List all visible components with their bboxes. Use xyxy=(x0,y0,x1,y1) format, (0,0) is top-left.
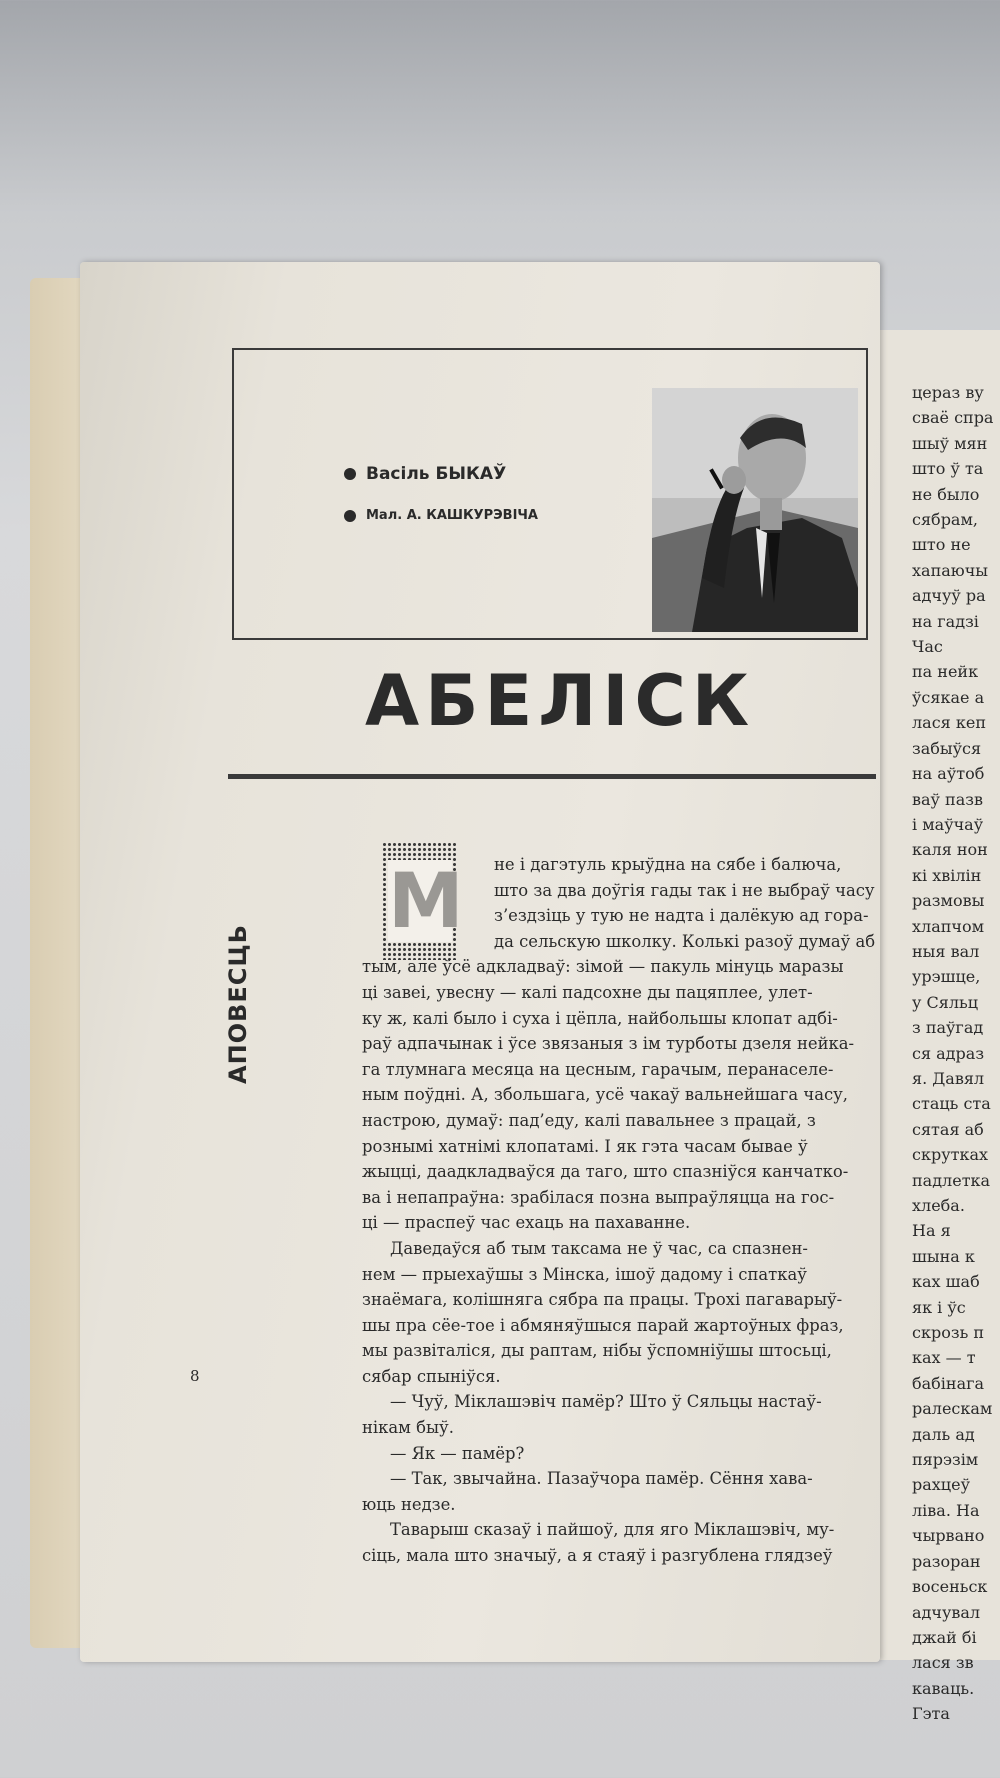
text-line: — Чуў, Міклашэвіч памёр? Што ў Сяльцы настаў- xyxy=(390,1392,822,1412)
illustrator-name: Мал. А. КАШКУРЭВІЧА xyxy=(366,508,538,523)
author-name: Васіль БЫКАЎ xyxy=(366,464,507,484)
next-page-line: па нейк xyxy=(912,662,979,682)
illustrator-line xyxy=(344,508,538,523)
next-page-line: На я xyxy=(912,1221,951,1241)
title-divider xyxy=(228,774,876,779)
next-page-line: цераз ву xyxy=(912,383,984,402)
next-page-line: у Сяльц xyxy=(912,992,978,1012)
next-page-line: што не xyxy=(912,535,971,555)
text-line: ці завеі, увесну — калі падсохне ды пацяплее, улет- xyxy=(362,982,813,1002)
next-page-line: Гэта xyxy=(912,1704,950,1724)
next-page-line: ках — т xyxy=(912,1348,976,1368)
next-page-line: шына к xyxy=(912,1246,975,1266)
next-page-line: на гадзі xyxy=(912,611,979,631)
next-page-line: стаць ста xyxy=(912,1094,991,1114)
next-page-line: чырвано xyxy=(912,1526,985,1546)
next-page-line: Час xyxy=(912,637,943,657)
text-line: з’ездзіць у тую не надта і далёкую ад гора- xyxy=(494,906,869,926)
text-line: Даведаўся аб тым таксама не ў час, са спазнен- xyxy=(390,1238,808,1258)
portrait-illustration xyxy=(652,388,858,632)
next-page-line: што ў та xyxy=(912,459,984,479)
next-page-line: ралескам xyxy=(912,1399,993,1419)
text-line: раў адпачынак і ўсе звязаныя з ім турботы дзеля нейка- xyxy=(362,1034,855,1054)
text-line: ва і непапраўна: зрабілася позна выпраўляцца на гос- xyxy=(362,1187,835,1207)
text-line: — Так, звычайна. Пазаўчора памёр. Сёння хава- xyxy=(390,1469,813,1489)
text-line: жыцці, даадкладваўся да таго, што спазніўся канчатко- xyxy=(362,1162,849,1182)
genre-text: АПОВЕСЦЬ xyxy=(224,924,252,1084)
genre-label xyxy=(224,874,264,1084)
next-page-line: сятая аб xyxy=(912,1119,984,1139)
text-line: тым, але ўсё адкладваў: зімой — пакуль мінуць маразы xyxy=(362,957,844,977)
next-page-line: лася кеп xyxy=(912,713,986,733)
text-line: мы развіталіся, ды раптам, нібы ўспомніўшы штосьці, xyxy=(362,1341,832,1361)
text-line: да сельскую школку. Колькі разоў думаў аб xyxy=(494,931,876,951)
next-page-text xyxy=(912,380,1000,1727)
article-title: АБЕЛІСК xyxy=(364,660,756,742)
text-line: шы пра сёе-тое і абмяняўшыся парай жартоўных фраз, xyxy=(362,1315,844,1335)
author-line xyxy=(344,464,506,484)
article-body xyxy=(362,852,882,1569)
next-page-line: разоран xyxy=(912,1551,981,1571)
text-line: не і дагэтуль крыўдна на сябе і балюча, xyxy=(494,855,842,874)
text-line: ці — праспеў час ехаць на пахаванне. xyxy=(362,1213,691,1233)
next-page-line: ліва. На xyxy=(912,1500,980,1520)
next-page-line: хлапчом xyxy=(912,916,985,936)
next-page-line: восеньск xyxy=(912,1577,988,1597)
text-line: ным поўдні. А, збольшага, усё чакаў вальнейшага часу, xyxy=(362,1085,848,1105)
next-page-line: на аўтоб xyxy=(912,764,985,784)
next-page-line: як і ўс xyxy=(912,1297,966,1317)
text-line: ку ж, калі было і суха і цёпла, найбольшы клопат адбі- xyxy=(362,1008,838,1028)
text-line: Таварыш сказаў і пайшоў, для яго Міклашэвіч, му- xyxy=(390,1520,835,1540)
next-page-line: пярэзім xyxy=(912,1450,979,1470)
next-page-line: урэшце, xyxy=(912,967,981,987)
next-page xyxy=(880,330,1000,1724)
next-page-line: ках шаб xyxy=(912,1272,980,1292)
text-line: што за два доўгія гады так і не выбраў часу xyxy=(494,880,875,900)
author-portrait xyxy=(652,388,858,632)
next-page-line: джай бі xyxy=(912,1627,977,1647)
next-page-line: лася зв xyxy=(912,1653,974,1673)
next-page-line: адчуў ра xyxy=(912,586,986,606)
text-line: сіць, мала што значыў, а я стаяў і разгублена глядзеў xyxy=(362,1546,833,1566)
next-page-line: бабінага xyxy=(912,1373,985,1393)
next-page-line: сваё спра xyxy=(912,408,994,428)
next-page-line: забыўся xyxy=(912,738,982,758)
next-page-line: сябрам, xyxy=(912,510,978,530)
next-page-line: шыў мян xyxy=(912,433,988,453)
next-page-line: даль ад xyxy=(912,1424,975,1444)
text-line: юць недзе. xyxy=(362,1494,456,1514)
next-page-line: каля нон xyxy=(912,840,988,860)
text-line: га тлумнага месяца на цесным, гарачым, перанаселе- xyxy=(362,1059,834,1079)
next-page-line: ваў пазв xyxy=(912,789,983,809)
drop-cap-letter: М xyxy=(388,856,464,945)
next-page-line: скрозь п xyxy=(912,1323,985,1343)
header-box xyxy=(232,348,868,640)
next-page-line: каваць. xyxy=(912,1678,975,1698)
text-line: нем — прыехаўшы з Мінска, ішоў дадому і спаткаў xyxy=(362,1264,807,1284)
next-page-line: хлеба. xyxy=(912,1196,965,1215)
bullet-icon xyxy=(344,468,356,480)
next-page-line: кі хвілін xyxy=(912,865,982,885)
next-page-line: і маўчаў xyxy=(912,814,984,834)
book-page xyxy=(80,262,880,1662)
text-line: знаёмага, колішняга сябра па працы. Трохі пагаварыў- xyxy=(362,1290,843,1310)
next-page-line: скрутках xyxy=(912,1145,989,1165)
next-page-line: не было xyxy=(912,484,980,504)
text-line: рознымі хатнімі клопатамі. І як гэта часам бывае ў xyxy=(362,1136,808,1156)
text-line: нікам быў. xyxy=(362,1418,454,1438)
bullet-icon xyxy=(344,510,356,522)
next-page-line: хапаючы xyxy=(912,560,989,580)
page-number: 8 xyxy=(190,1367,200,1385)
next-page-line: я. Давял xyxy=(912,1068,985,1088)
text-line: — Як — памёр? xyxy=(390,1443,525,1463)
text-line: сябар спыніўся. xyxy=(362,1366,501,1386)
text-line: настрою, думаў: пад’еду, калі павальнее з працай, з xyxy=(362,1110,816,1130)
next-page-line: размовы xyxy=(912,891,985,911)
next-page-line: ся адраз xyxy=(912,1043,985,1063)
next-page-line: адчувал xyxy=(912,1602,981,1622)
next-page-line: рахцеў xyxy=(912,1475,970,1495)
next-page-line: падлетка xyxy=(912,1170,991,1190)
next-page-line: ныя вал xyxy=(912,941,980,961)
next-page-line: з паўгад xyxy=(912,1018,984,1038)
next-page-line: ўсякае а xyxy=(912,687,985,707)
